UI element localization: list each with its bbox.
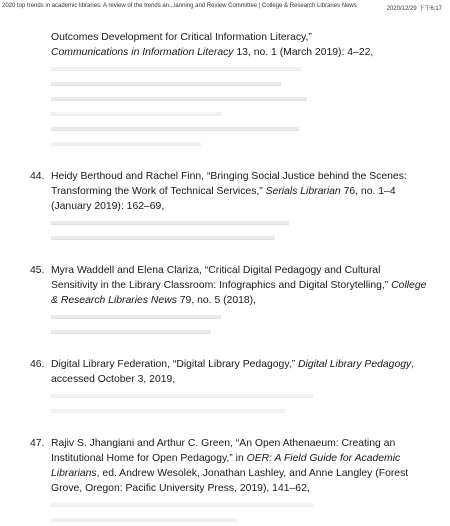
link-url[interactable] <box>51 511 430 526</box>
print-header <box>0 0 450 16</box>
header-timestamp: 2020/12/29 下午6:17 <box>386 6 442 12</box>
header-title: 2020 top trends in academic libraries: A review of the trends an...lanning and Review Committee | College & Research Libraries News <box>2 3 357 9</box>
link-url[interactable] <box>51 105 430 120</box>
link-url[interactable] <box>51 60 430 75</box>
footnote-number: 46. <box>30 359 45 370</box>
link-url[interactable] <box>51 90 430 105</box>
journal-title: Communications in Information Literacy <box>51 47 234 58</box>
footnote-44: 44. Heidy Berthoud and Rachel Finn, “Bringing Social Justice behind the Scenes: Transforming the Work of Technical Services,” Serials Librarian 76, no. 1–4 (January 2019): 162–69, <box>30 169 430 244</box>
link-url[interactable] <box>51 496 430 511</box>
footnote-number: 44. <box>30 171 45 182</box>
footnote-46: 46. Digital Library Federation, “Digital Library Pedagogy,” Digital Library Pedagogy, accessed October 3, 2019, <box>30 357 430 417</box>
continuation-text: Outcomes Development for Critical Information Literacy,” Communications in Information Literacy 13, no. 1 (March 2019): 4–22, <box>51 32 374 58</box>
footnotes <box>30 30 430 526</box>
book-title: OER: A Field Guide for Academic Librarians <box>51 453 401 479</box>
footnote-number: 45. <box>30 265 45 276</box>
journal-title: Digital Library Pedagogy <box>298 359 412 370</box>
link-url[interactable] <box>51 387 430 402</box>
link-url[interactable] <box>51 323 430 338</box>
footnote-47: 47. Rajiv S. Jhangiani and Arthur C. Green, “An Open Athenaeum: Creating an Institutional Home for Open Pedagogy,” in OER: A Field Guide for Academic Librarians, ed. Andrew Wesolek, Jonathan Lashley, and Anne Langley (Forest Grove, Oregon: Pacific University Press, 2019), 141–62, <box>30 436 430 526</box>
journal-title: College & Research Libraries News <box>51 280 427 306</box>
journal-title: Serials Librarian <box>265 186 341 197</box>
footnote-continuation <box>30 30 430 150</box>
footnote-45: 45. Myra Waddell and Elena Clariza, “Critical Digital Pedagogy and Cultural Sensitivity in the Library Classroom: Infographics and Digital Storytelling,” College & Research Libraries News 79, no. 5 (2018), <box>30 263 430 338</box>
link-url[interactable] <box>51 308 430 323</box>
link-url[interactable] <box>51 214 430 229</box>
link-url[interactable] <box>51 75 430 90</box>
link-url[interactable] <box>51 229 430 244</box>
link-url[interactable] <box>51 135 430 150</box>
footnote-number: 47. <box>30 438 45 449</box>
link-url[interactable] <box>51 120 430 135</box>
link-url[interactable] <box>51 402 430 417</box>
